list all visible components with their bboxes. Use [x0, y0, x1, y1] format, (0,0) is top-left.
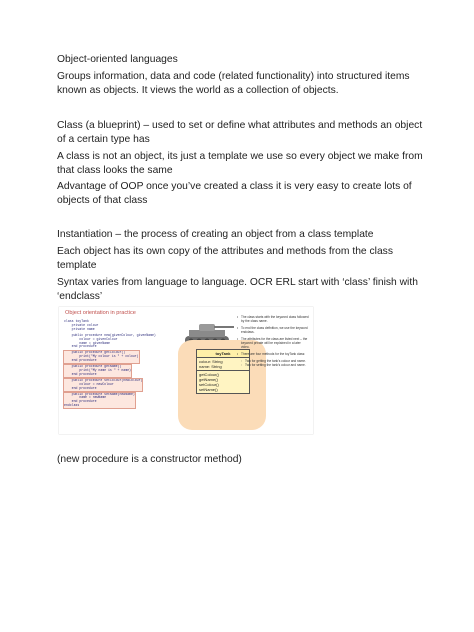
uml-method: setColour()	[199, 382, 219, 387]
note-bullet: • There are four methods for the toyTank class:	[237, 352, 309, 356]
uml-methods	[197, 371, 249, 393]
uml-class-name: toyTank	[197, 350, 249, 358]
uml-method: getColour()	[199, 372, 220, 377]
paragraph-syntax: Syntax varies from language to language. OCR ERL start with ‘class’ finish with ‘endclass’	[57, 277, 418, 302]
paragraph-instantiation: Instantiation – the process of creating an object from a class template	[57, 229, 374, 240]
paragraph-groups: Groups information, data and code (related functionality) into structured items known as objects. It views the world as a collection of objects.	[57, 71, 410, 96]
code-line: end procedure	[64, 344, 97, 349]
slide-title: Object orientation in practice	[65, 310, 136, 316]
code-line: end procedure	[64, 385, 97, 390]
paragraph-class: Class (a blueprint) – used to set or define what attributes and methods an object of a certain type has	[57, 120, 423, 145]
note-subbullet: ◦ Two for setting the tank’s colour and name.	[237, 363, 309, 367]
note-bullet: • The class starts with the keyword class followed by the class name.	[237, 315, 309, 323]
code-block-method1	[64, 351, 139, 363]
code-line: private colour	[64, 322, 99, 327]
uml-attribute: name: String	[199, 364, 222, 369]
code-line: public procedure getName()	[64, 364, 122, 369]
code-line: print("My colour is " + colour)	[64, 354, 139, 359]
slide-notes	[237, 315, 309, 367]
code-line: name = givenName	[64, 340, 110, 345]
paragraph-advantage: Advantage of OOP once you’ve created a class it is very easy to create lots of objects of that class	[57, 181, 412, 206]
paragraph-not-object: A class is not an object, its just a template we use so every object we make from that class looks the same	[57, 151, 423, 176]
code-line: end procedure	[64, 358, 97, 363]
code-listing	[64, 320, 156, 410]
code-line: print("My name is " + name)	[64, 367, 131, 372]
code-line: colour = givenColour	[64, 336, 118, 341]
code-block-method3	[64, 379, 142, 391]
paragraph-copy: Each object has its own copy of the attributes and methods from the class template	[57, 246, 393, 271]
code-line: public procedure new(givenColour, givenName)	[64, 332, 156, 337]
uml-attribute: colour: String	[199, 359, 223, 364]
paragraph-constructor: (new procedure is a constructor method)	[57, 454, 242, 465]
code-line: name = newName	[64, 395, 107, 400]
code-line: endclass	[64, 403, 80, 408]
code-line: public procedure setName(newName)	[64, 391, 135, 396]
code-line: class toyTank	[64, 319, 89, 323]
code-line: colour = newColour	[64, 381, 114, 386]
code-block-method4	[64, 393, 135, 409]
uml-method: getName()	[199, 377, 218, 382]
code-line: end procedure	[64, 371, 97, 376]
note-bullet: • The attributes for the class are listed next – the keyword private will be explained in a later video.	[237, 337, 309, 349]
code-block-method2	[64, 365, 131, 377]
uml-method: setName()	[199, 387, 218, 392]
code-line: end procedure	[64, 399, 97, 404]
code-line: private name	[64, 326, 95, 331]
slide-image	[59, 307, 313, 434]
code-block-header	[64, 320, 156, 332]
code-block-constructor	[64, 334, 156, 350]
note-bullet: • To end the class definition, we use the keyword endclass.	[237, 326, 309, 334]
heading-oop: Object-oriented languages	[57, 54, 178, 65]
code-line: public procedure setColour(newColour)	[64, 377, 143, 382]
note-subbullet: ◦ Two for getting the tank’s colour and name.	[237, 359, 309, 363]
code-line: public procedure getColour()	[64, 350, 126, 355]
